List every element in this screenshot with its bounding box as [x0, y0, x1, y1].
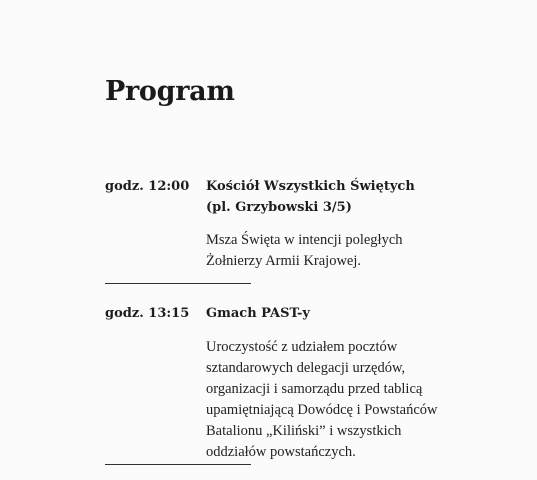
event-description-line: upamiętniającą Dowódcę i Powstańców — [206, 402, 438, 418]
page-title: Program — [105, 76, 235, 107]
event-description-line: Uroczystość z udziałem pocztów — [206, 339, 398, 355]
event-description-line: Żołnierzy Armii Krajowej. — [206, 253, 362, 269]
event-description-line: Batalionu „Kiliński” i wszystkich — [206, 423, 402, 439]
event-description-line: Msza Święta w intencji poległych — [206, 232, 403, 248]
event-description-line: sztandarowych delegacji urzędów, — [206, 360, 406, 376]
event-place-line: Kościół Wszystkich Świętych — [206, 179, 415, 194]
event-description — [206, 230, 506, 272]
event-time: godz. 12:00 — [105, 179, 190, 194]
event-place — [206, 303, 506, 324]
divider — [105, 464, 251, 465]
event-description — [206, 337, 506, 463]
event-place — [206, 176, 506, 218]
event-description-line: organizacji i samorządu przed tablicą — [206, 381, 423, 397]
event-description-line: oddziałów powstańczych. — [206, 444, 356, 460]
event-place-line: (pl. Grzybowski 3/5) — [206, 200, 352, 215]
divider — [105, 283, 251, 284]
event-place-line: Gmach PAST-y — [206, 306, 310, 321]
event-time: godz. 13:15 — [105, 306, 190, 321]
